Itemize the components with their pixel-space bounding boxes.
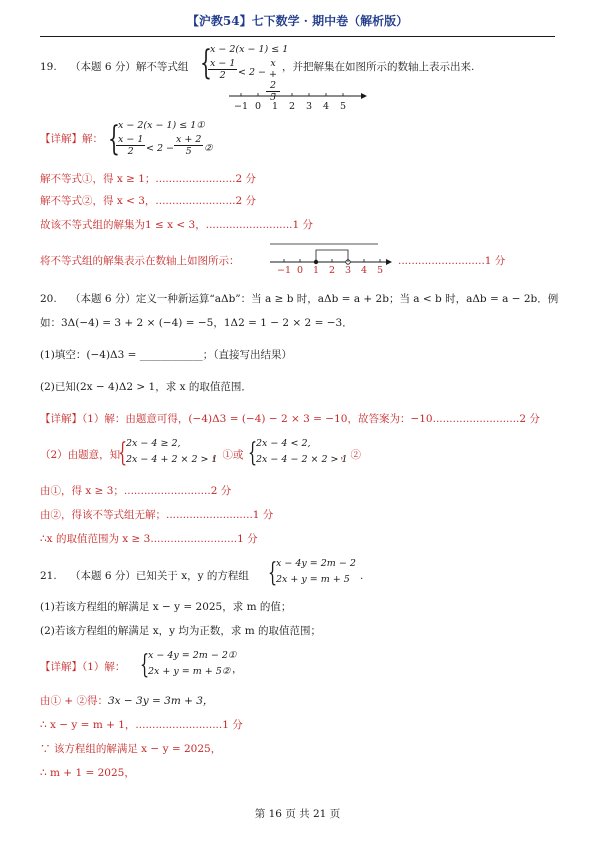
q20-number: 20. — [40, 293, 57, 305]
axis-tick-label: 1 — [271, 101, 279, 112]
q19-sol-ineq1: x − 2(x − 1) ≤ 1① — [118, 120, 205, 131]
q21-eq2: 2x + y = m + 5 — [276, 574, 350, 585]
axis-tick-label: 1 — [312, 265, 320, 274]
q20-case1-tag: ，①或 — [212, 449, 244, 461]
q21-sol-eq2: 2x + y = m + 5② — [148, 666, 231, 677]
q20-case1-a: 2x − 4 ≥ 2, — [126, 438, 181, 449]
q20-line2: 由②，得该不等式组无解；..........................1 分 — [40, 509, 274, 521]
brace-icon: { — [200, 43, 212, 83]
q20-part1: (1)填空：(−4)Δ3 = ____________；（直接写出结果） — [40, 349, 293, 361]
q20-case1-b: 2x − 4 + 2 × 2 > 1 — [126, 454, 218, 465]
q21-line2: ∴ x − y = m + 1，..........................1 分 — [40, 719, 243, 731]
q20-case2-tag: ，② — [340, 449, 361, 461]
q20-detail1: 【详解】（1）解：由题意可得，(−4)Δ3 = (−4) − 2 × 3 = −10，故答案为：−10..........................2 分 — [40, 413, 540, 425]
q19-frac-left: $\frac{x - 1}{2}$ — [210, 58, 236, 81]
axis-tick-label: 0 — [254, 101, 262, 112]
axis-tick-label: 2 — [288, 101, 296, 112]
q19-system — [200, 42, 289, 103]
q21-sol-tail: ， — [232, 663, 243, 675]
axis-tick-label: 4 — [322, 101, 330, 112]
q20-detail2-pre: （2）由题意，知 — [40, 449, 121, 461]
q20-line1: 由①，得 x ≥ 3；..........................2 分 — [40, 485, 232, 497]
q19-number-line — [225, 88, 370, 114]
q19-tail: ，并把解集在如图所示的数轴上表示出来. — [282, 61, 475, 73]
brace-icon: { — [248, 438, 258, 468]
brace-icon: { — [268, 558, 278, 588]
q21-sol-eq1: x − 4y = 2m − 2① — [148, 650, 237, 661]
q19-line2: 解不等式②，得 x < 3，........................2 分 — [40, 195, 257, 207]
q20-case2-a: 2x − 4 < 2, — [256, 438, 311, 449]
q21-eq1: x − 4y = 2m − 2 — [276, 558, 356, 569]
q20-line3: ∴x 的取值范围为 x ≥ 3..........................1 分 — [40, 533, 258, 545]
q19-detail-label: 【详解】解： — [40, 133, 103, 145]
axis-tick-label: 3 — [344, 265, 352, 274]
q19-ineq1: x − 2(x − 1) ≤ 1 — [210, 44, 289, 55]
brace-icon: { — [140, 650, 150, 680]
q20-intro: （本题 6 分）定义一种新运算“aΔb”：当 a ≥ b 时，aΔb = a + 2b；当 a < b 时，aΔb = a − 2b．例 — [70, 293, 559, 305]
page-header: 【沪教54】七下数学 · 期中卷（解析版） — [40, 6, 555, 37]
axis-tick-label: 3 — [305, 101, 313, 112]
q19-sol-frac-right: $\frac{x + 2}{5}$ — [176, 134, 202, 157]
axis-tick-label: 4 — [360, 265, 368, 274]
axis-tick-label: −1 — [233, 101, 249, 112]
page-footer: 第 16 页 共 21 页 — [254, 808, 341, 820]
q21-line4: ∴ m + 1 = 2025， — [40, 767, 135, 779]
q20-part2: (2)已知(2x − 4)Δ2 > 1，求 x 的取值范围． — [40, 381, 252, 393]
q21-line1: 由① + ②得：3x − 3y = 3m + 3， — [40, 695, 214, 707]
q21-number: 21. — [40, 570, 57, 582]
q19-sol-ineq2-mid: < 2 − — [146, 143, 175, 154]
q19-line3: 故该不等式组的解集为1 ≤ x < 3，..........................1 分 — [40, 219, 314, 231]
brace-icon: { — [118, 438, 128, 468]
axis-tick-label: 2 — [328, 265, 336, 274]
q19-ineq2-mid: < 2 − — [238, 67, 267, 78]
q19-sol-frac-left: $\frac{x - 1}{2}$ — [118, 134, 144, 157]
axis-tick-label: −1 — [276, 265, 292, 274]
q19-solution-system — [108, 118, 218, 168]
q19-line4-tail: ..........................1 分 — [398, 255, 506, 267]
q21-intro-tail: . — [360, 570, 364, 582]
axis-tick-label: 5 — [376, 265, 384, 274]
q19-line1: 解不等式①，得 x ≥ 1；........................2 分 — [40, 173, 257, 185]
brace-icon: { — [108, 119, 120, 159]
q21-line3: ∵ 该方程组的解满足 x − y = 2025， — [40, 743, 222, 755]
q19-line4: 将不等式组的解集表示在数轴上如图所示： — [40, 255, 240, 267]
q21-intro: （本题 6 分）已知关于 x，y 的方程组 — [70, 570, 249, 582]
q20-example: 如：3Δ(−4) = 3 + 2 × (−4) = −5，1Δ2 = 1 − 2 × 2 = −3． — [40, 317, 353, 329]
q21-detail-label: 【详解】（1）解： — [40, 661, 126, 673]
q19-intro: （本题 6 分）解不等式组 — [70, 61, 189, 73]
q19-sol-tag: ② — [204, 143, 213, 154]
q21-part1: (1)若该方程组的解满足 x − y = 2025，求 m 的值； — [40, 601, 292, 613]
q19-solution-number-line — [268, 238, 398, 274]
q19-number: 19. — [40, 61, 57, 73]
q20-case2-b: 2x − 4 − 2 × 2 > 1 — [256, 454, 348, 465]
axis-tick-label: 5 — [339, 101, 347, 112]
q21-part2: (2)若该方程组的解满足 x，y 均为正数，求 m 的取值范围； — [40, 625, 322, 637]
q19-frac-right: $\frac{x + 2}{5}$ — [266, 58, 280, 103]
q21-system — [268, 556, 358, 592]
axis-tick-label: 0 — [296, 265, 304, 274]
